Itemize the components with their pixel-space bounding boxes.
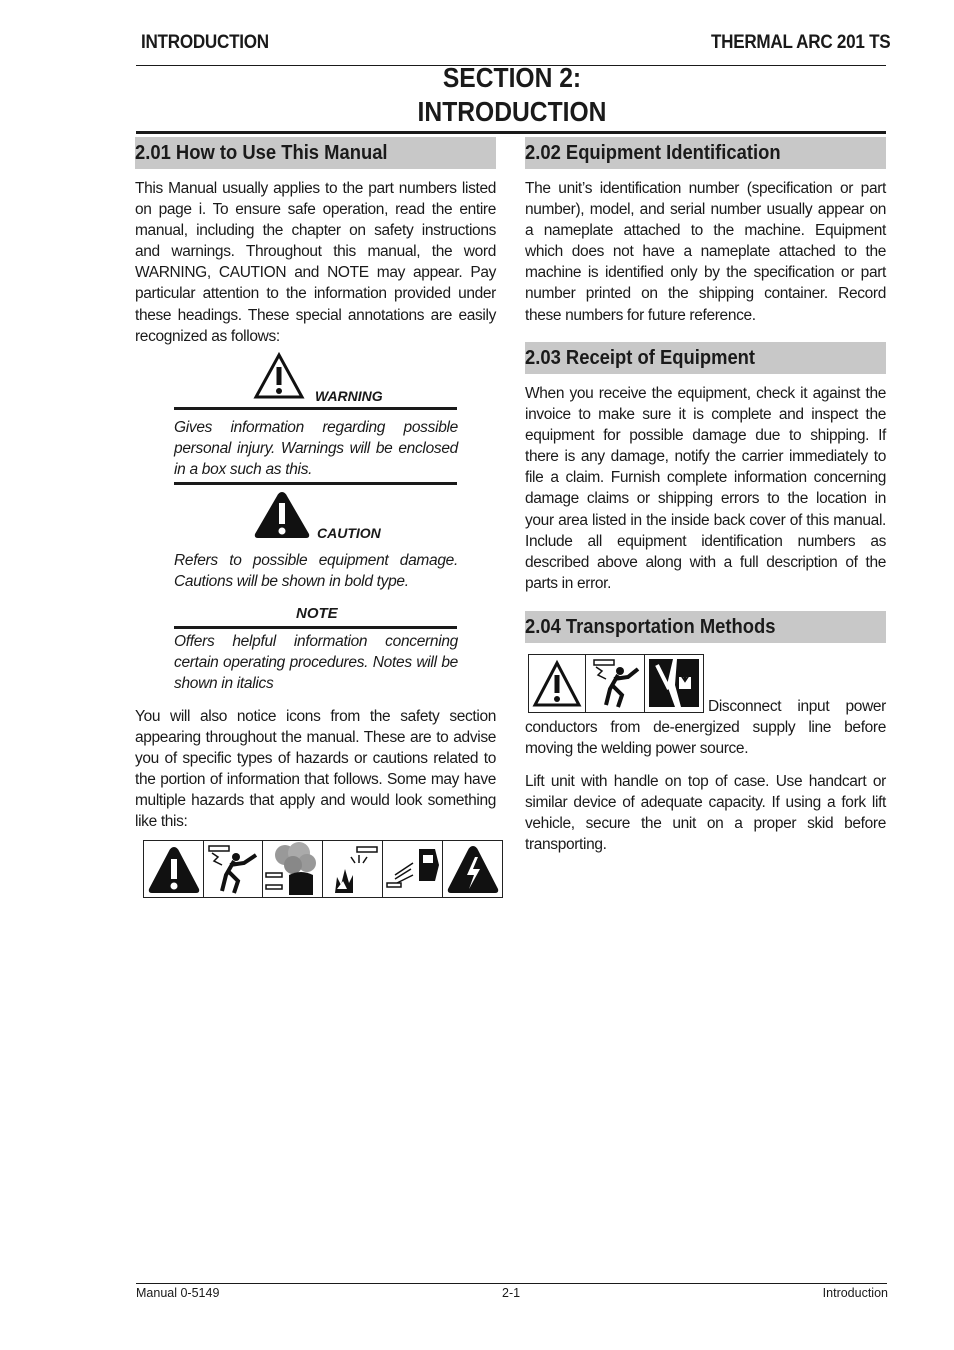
s204-para2: Lift unit with handle on top of case. Use handcart or similar device of adequate capacity. If using a fork lift vehicle, secure the unit on a proper skid before transporting. — [525, 773, 886, 854]
s204-para1: Disconnect input power conductors from de-energized supply line before moving the welding power source. — [525, 698, 886, 758]
header-left: INTRODUCTION — [141, 32, 269, 53]
heading-2-02: 2.02 Equipment Identification — [525, 137, 886, 169]
footer-page-number: 2-1 — [502, 1286, 521, 1300]
arc-rays-icon — [382, 840, 443, 898]
heading-2-04: 2.04 Transportation Methods — [525, 611, 886, 643]
high-voltage-icon — [442, 840, 503, 898]
heading-2-01: 2.01 How to Use This Manual — [135, 137, 496, 169]
s203-para: When you receive the equipment, check it against the invoice to make sure it is complete and inspect the equipment for possible damage due to shipping. If there is any damage, notify the carrier immediately to file a claim. Furnish complete information concerning damage claims or shipping errors to the location in your area listed in the inside back cover of this manual. Include all equipment identification numbers as described above along with a full description of the parts in error. — [525, 385, 886, 592]
s202-para: The unit’s identification number (specification or part number), model, and serial number usually appear on a nameplate attached to the machine. Equipment which does not have a nameplate attached to the machine is identified only by the specification or part number printed on the shipping container. Record these numbers for future reference. — [525, 180, 886, 324]
electric-shock-icon — [203, 840, 263, 898]
hazard-icon-strip — [143, 840, 506, 898]
note-text: Offers helpful information concerning certain operating procedures. Notes will be shown in italics — [174, 633, 458, 693]
fumes-icon — [262, 840, 323, 898]
warning-label: WARNING — [315, 388, 383, 404]
warning-triangle-icon — [143, 840, 204, 898]
section-title-line2: INTRODUCTION — [417, 96, 607, 127]
s201-para1: This Manual usually applies to the part numbers listed on page i. To ensure safe operation, read the entire manual, including the chapter on safety instructions and warnings. Throughout this manual, the word WARNING, CAUTION and NOTE may appear. Pay particular attention to the information provided under these headings. These special annotations are easily recognized as follows: — [135, 180, 496, 345]
note-label: NOTE — [296, 605, 338, 622]
footer-right: Introduction — [822, 1286, 888, 1300]
footer-left: Manual 0-5149 — [136, 1286, 220, 1300]
footer-rule — [136, 1283, 887, 1284]
header-right: THERMAL ARC 201 TS — [710, 32, 890, 53]
section-title-line1: SECTION 2: — [442, 62, 582, 93]
warning-bottom-rule — [174, 482, 457, 485]
s201-para2: You will also notice icons from the safety section appearing throughout the manual. These are to advise you of specific types of hazards or cautions related to the portion of information that follows. Some may have multiple hazards that apply and would look something like this: — [135, 708, 496, 831]
warning-triangle-icon — [253, 352, 305, 400]
warning-text: Gives information regarding possible personal injury. Warnings will be enclosed in a box such as this. — [174, 419, 458, 479]
fire-explosion-icon — [322, 840, 383, 898]
caution-triangle-icon — [253, 490, 311, 540]
caution-text: Refers to possible equipment damage. Cautions will be shown in bold type. — [174, 552, 458, 591]
note-rule — [174, 626, 457, 629]
caution-label: CAUTION — [317, 525, 381, 541]
title-rule — [136, 131, 886, 134]
warning-top-rule — [174, 407, 457, 410]
heading-2-03: 2.03 Receipt of Equipment — [525, 342, 886, 374]
